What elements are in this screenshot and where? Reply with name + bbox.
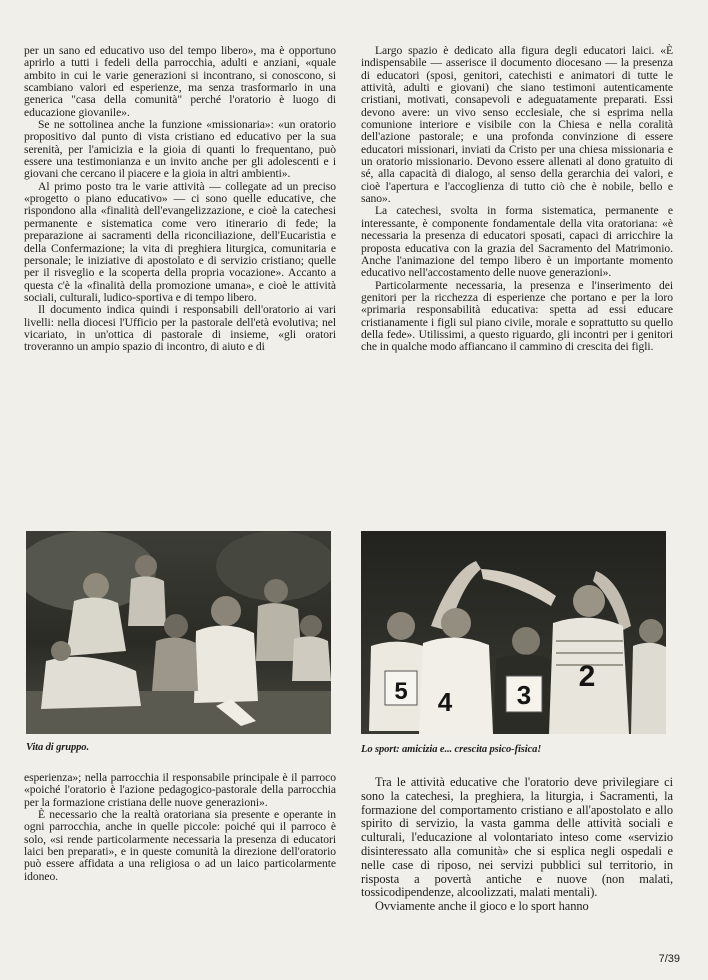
photo-caption: Vita di gruppo. (26, 742, 89, 753)
text-column-bottom-right (361, 776, 673, 914)
bib-number-4: 4 (437, 687, 453, 717)
paragraph: esperienza»; nella parrocchia il responsabile principale è il parroco «poiché l'oratorio è l'azione pedagogico-pastorale della parrocchia per la formazione cristiana delle nuove generazioni». (24, 771, 336, 809)
bib-number-2: 2 (578, 660, 596, 693)
paragraph: per un sano ed educativo uso del tempo libero», ma è opportuno aprirlo a tutti i fedeli della parrocchia, adulti e anziani, «quale ambito in cui le varie generazioni si incontrano, si conoscono, si scambiano valori ed esperienze, ma senza trasformarlo in una generica "casa della comunità" perché l'oratorio è luogo di educazione giovanile». (24, 44, 336, 119)
paragraph: La catechesi, svolta in forma sistematica, permanente e interessante, è componente fondamentale della vita oratoriana: «è necessaria la presenza di educatori sposati, capaci di arricchire la proposta educativa con la grazia del Sacramento del Matrimonio. Anche l'animazione del tempo libero è un importante momento educativo nell'accostamento delle nuove generazioni». (361, 204, 673, 280)
paragraph: Tra le attività educative che l'oratorio deve privilegiare ci sono la catechesi, la preghiera, la liturgia, i Sacramenti, la formazione del comportamento cristiano e all'apostolato e allo spirito di servizio, la vasta gamma delle attività sociali e culturali, l'educazione al volontariato inteso come «servizio disinteressato alla comunità» che si esplica negli ospedali e nelle case di riposo, nei servizi pubblici sul territorio, in risposta a povertà antiche e nuove (non malati, tossicodipendenze, alcoolizzati, malati mentali). (361, 775, 673, 900)
photo-caption: Lo sport: amicizia e... crescita psico-fisica! (361, 744, 542, 755)
paragraph: Largo spazio è dedicato alla figura degli educatori laici. «È indispensabile — asserisce il documento diocesano — la presenza di educatori (sposi, genitori, catechisti e animatori di tutte le attività, adulti e giovani) che siano testimoni autenticamente cristiani, motivati, consapevoli e adeguatamente preparati. Essi devono avere: un vivo senso ecclesiale, che si esprima nella comunione interiore e visibile con la Chiesa e nella coralità dell'azione pastorale; e una profonda convinzione di essere educatori missionari, inviati da Cristo per una chiesa missionaria e un oratorio missionario. Devono essere allenati al dono gratuito di sé, alla capacità di dialogo, al senso della gerarchia dei valori, e cioè l'apertura e l'accoglienza di tutto ciò che è nobile, bello e sano». (361, 44, 673, 206)
paragraph: Il documento indica quindi i responsabili dell'oratorio ai vari livelli: nella diocesi l'Ufficio per la pastorale dell'età evolutiva; nel vicariato, in un'ottica di pastorale di insieme, «gli oratori troveranno un ampio spazio di incontro, di aiuto e di (24, 303, 336, 354)
text-column-bottom-left (24, 772, 336, 883)
group-photo-image (26, 531, 331, 734)
paragraph: Particolarmente necessaria, la presenza e l'inserimento dei genitori per la ricchezza di esperienze che portano e per la loro «primaria responsabilità educativa: spetta ad essi educare cristianamente i figli sul piano civile, morale e soprattutto su quello della fede». Utilissimi, a questo riguardo, gli incontri per i genitori che in qualche modo affiancano il cammino di crescita dei figli. (361, 278, 673, 354)
bib-number-5: 5 (394, 678, 408, 705)
sport-photo-image (361, 531, 666, 734)
page-number: 7/39 (658, 953, 680, 965)
group-photo (26, 531, 331, 734)
paragraph: Al primo posto tra le varie attività — collegate ad un preciso «progetto o piano educativo» — ci sono quelle educative, che rispondono alla «finalità dell'evangelizzazione, e cioè la catechesi permanente e sistematica come vero itinerario di fede; la preparazione ai sacramenti della riconciliazione, dell'Eucaristia e della Confermazione; la vita di preghiera liturgica, comunitaria e personale; le iniziative di apostolato e di servizio cristiano; quelle per il risveglio e la scoperta della propria vocazione». Accanto a questa c'è la «finalità della promozione umana», e cioè le attività sociali, culturali, ludico-sportiva e di tempo libero. (24, 179, 336, 304)
text-column-top-left (24, 45, 336, 354)
paragraph: È necessario che la realtà oratoriana sia presente e operante in ogni parrocchia, anche in quelle piccole: poiché qui il parroco è solo, «si rende particolarmente necessaria la presenza di educatori laici ben preparati», e in queste comunità la direzione dell'oratorio può essere affidata a una religiosa o ad un laico particolarmente idoneo. (24, 808, 336, 883)
text-column-top-right (361, 45, 673, 354)
paragraph: Ovviamente anche il gioco e lo sport hanno (375, 899, 589, 914)
paragraph: Se ne sottolinea anche la funzione «missionaria»: «un oratorio propositivo dal punto di vista cristiano ed educativo per la sua serenità, per l'amicizia e la gioia di quanti lo frequentano, può essere una testimonianza e un invito anche per gli adolescenti e i giovani che cercano il piacere e la gioia in altri ambienti». (24, 118, 336, 181)
sport-photo (361, 531, 666, 734)
bib-number-3: 3 (516, 680, 532, 710)
